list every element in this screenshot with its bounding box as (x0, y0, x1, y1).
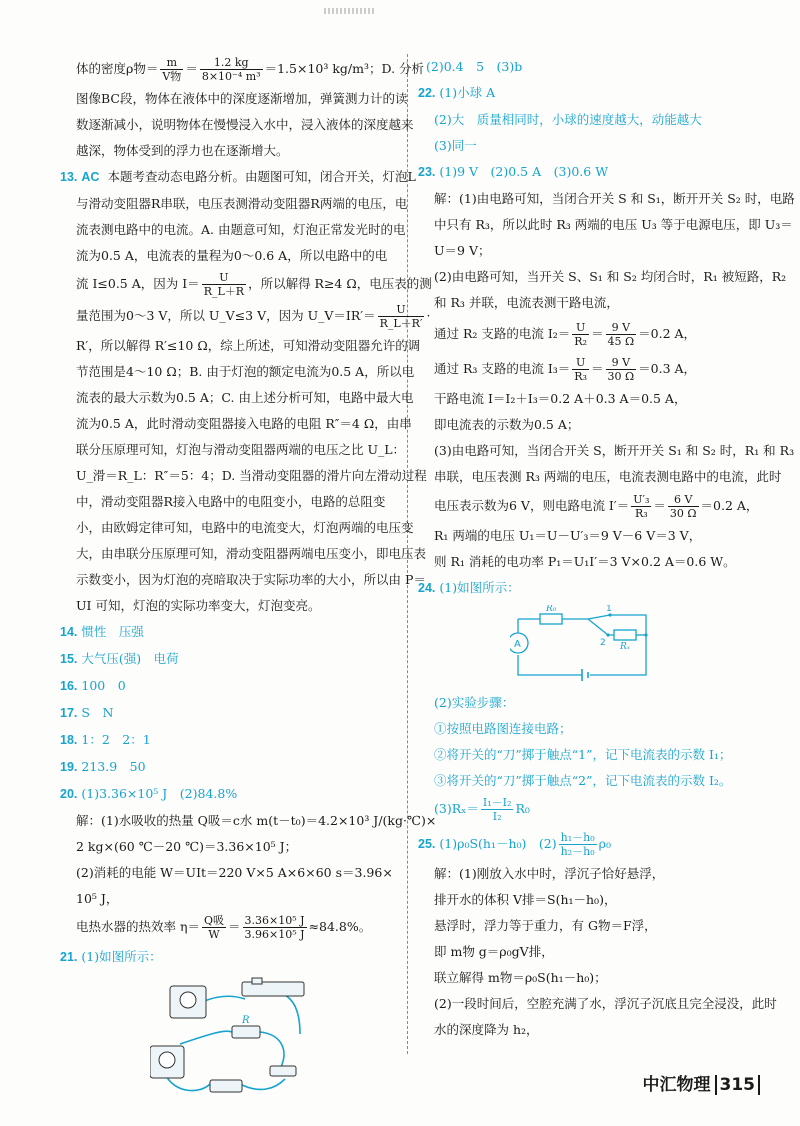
frac-efficiency: $\frac{\text{3.36×10⁵ J}}{\text{3.96×10⁵ J}}$ (244, 914, 305, 941)
q23-line: U＝9 V； (434, 243, 491, 258)
frac-u-over-rl-r: $\frac{U}{R\_L+R}$ (203, 271, 245, 298)
rx-label: Rₓ (620, 642, 630, 652)
q23-line: (2)由电路可知，当开关 S、S₁ 和 S₂ 均闭合时，R₁ 被短路，R₂ (434, 269, 787, 284)
rx-resistor (614, 630, 636, 640)
q12-line2: 图像BC段，物体在液体中的深度逐渐增加，弹簧测力计的读 (76, 91, 408, 106)
wire (590, 641, 646, 675)
q12-line4: 越深，物体受到的浮力也在逐渐增大。 (76, 143, 289, 158)
r0-label: R₀ (546, 605, 557, 614)
q13-line: 联分压原理可知，灯泡与滑动变阻器两端的电压之比 U_L： (76, 442, 406, 457)
frac-q-over-w: $\frac{\text{Q吸}}{W}$ (203, 914, 224, 941)
wire (588, 619, 614, 635)
top-mark (324, 8, 374, 14)
q24: 24. (1)如图所示： (418, 580, 520, 595)
q22: 22. (1)小球 A (418, 85, 496, 100)
frac-9v-45: $\frac{9 V}{45 \Omega}$ (607, 321, 635, 348)
q21-apparatus-figure (150, 974, 398, 1107)
q23-line: 则 R₁ 消耗的电功率 P₁＝U₁I′＝3 V×0.2 A＝0.6 W。 (434, 554, 736, 569)
page-number: 315 (715, 1075, 761, 1095)
ammeter-dial (159, 1052, 175, 1068)
q24-formula: (3)Rₓ＝ $\frac{\text{I₁－I₂}}{\text{I₂}}$ R₀ (434, 796, 530, 823)
q13-line-frac1: 流 I≤0.5 A，因为 I＝ $\frac{U}{R\_L+R}$ ，所以解得 R≥4 Ω，电压表的测 (76, 271, 432, 298)
q13-line: 节范围是4～10 Ω；B. 由于灯泡的额定电流为0.5 A，所以电 (76, 364, 415, 379)
q25-line: 排开水的体积 V排＝S(h₁－h₀)， (434, 892, 617, 907)
frac-q25: $\frac{\text{h₁－h₀}}{\text{h₂－h₀}}$ (560, 831, 595, 858)
frac-u-r2: $\frac{U}{\text{R₂}}$ (574, 321, 587, 348)
frac-u-over-rl-rprime: $\frac{U}{R\_L+R'}$ (379, 303, 423, 330)
q20-efficiency: 电热水器的热效率 η＝ $\frac{\text{Q吸}}{W}$ ＝ $\frac{\text{3.36×10⁵ J}}{\text{3.96×10⁵ J}}$ ≈84.8%。 (76, 914, 372, 941)
q22-line: (3)同一 (434, 138, 477, 153)
q24-line: ②将开关的“刀”掷于触点“1”，记下电流表的示数 I₁； (434, 747, 732, 762)
q23-line: 中只有 R₃，所以此时 R₃ 两端的电压 U₃ 等于电源电压，即 U₃＝ (434, 217, 793, 232)
q24-line: ③将开关的“刀”掷于触点“2”，记下电流表的示数 I₂。 (434, 773, 732, 788)
battery-cell (582, 669, 588, 681)
q25-line: 即 m物 g＝ρ₀gV排， (434, 944, 554, 959)
q14: 14. 惯性 压强 (60, 624, 144, 639)
r0-resistor (540, 614, 562, 624)
q24-line: ①按照电路图连接电路； (434, 721, 572, 736)
right-column (418, 56, 795, 1045)
q23-i3: 通过 R₃ 支路的电流 I₃＝ $\frac{U}{\text{R₃}}$ ＝ $\frac{9 V}{30 \Omega}$ ＝0.3 A， (434, 356, 697, 383)
q13-line: 流表测电路中的电流。A. 由题意可知，灯泡正常发光时的电 (76, 222, 406, 237)
wire (180, 1031, 232, 1044)
wire (260, 1032, 284, 1069)
battery (210, 1080, 242, 1092)
q25: 25. (1)ρ₀S(h₁－h₀) (2) $\frac{\text{h₁－h₀}}{\text{h₂－h₀}}$ ρ₀ (418, 831, 611, 858)
q17: 17. S N (60, 705, 114, 720)
q13-line: 流表的最大示数为0.5 A；C. 由上述分析可知，电路中最大电 (76, 390, 414, 405)
q12-line1: 体的密度ρ物＝ $\frac{m}{\text{V物}}$ ＝ $\frac{1.2 kg}{\text{8×10⁻⁴ m³}}$ ＝1.5×10³ kg/m³；D. 分析 (76, 56, 425, 83)
q13-line: 流为0.5 A，此时滑动变阻器接入电路的电阻 R″＝4 Ω，由串 (76, 416, 412, 431)
junction (644, 633, 647, 636)
q13-line1: 13. AC 本题考查动态电路分析。由题图可知，闭合开关，灯泡L (60, 169, 416, 184)
q24-circuit-figure (510, 605, 763, 686)
wire (518, 655, 582, 675)
q20-line: (2)消耗的电能 W＝UIt＝220 V×5 A×6×60 s＝3.96× (76, 865, 393, 880)
q13-line: 小，由欧姆定律可知，电路中的电流变大，灯泡两端的电压变 (76, 520, 414, 535)
q24-line: (2)实验步骤： (434, 695, 515, 710)
q13-line: UI 可知，灯泡的实际功率变大，灯泡变亮。 (76, 598, 321, 613)
q23-line: 解：(1)由电路可知，当闭合开关 S 和 S₁，断开开关 S₂ 时，电路 (434, 191, 795, 206)
q25-line: 解：(1)刚放入水中时，浮沉子恰好悬浮， (434, 866, 665, 881)
q13-line: R′，所以解得 R′≤10 Ω，综上所述，可知滑动变阻器允许的调 (76, 338, 421, 353)
wire (240, 1079, 285, 1089)
resistor (232, 1026, 260, 1038)
frac-m-over-v: $\frac{m}{\text{V物}}$ (162, 56, 182, 83)
switch (270, 1066, 296, 1076)
rheostat-slider (252, 978, 262, 984)
q25-line: (2)一段时间后，空腔充满了水，浮沉子沉底且完全浸没，此时 (434, 996, 777, 1011)
q23-line: (3)由电路可知，当闭合开关 S，断开开关 S₁ 和 S₂ 时，R₁ 和 R₃ (434, 443, 795, 458)
q23-line: 即电流表的示数为0.5 A； (434, 417, 580, 432)
q23: 23. (1)9 V (2)0.5 A (3)0.6 W (418, 164, 609, 179)
q23-line: 串联，电压表测 R₃ 两端的电压，电流表测电路中的电流，此时 (434, 469, 782, 484)
q21: 21. (1)如图所示： (60, 949, 162, 964)
q20-line: 10⁵ J， (76, 891, 119, 906)
q21-answer-2: (2)0.4 5 (3)b (426, 59, 523, 74)
q23-line: R₁ 两端的电压 U₁＝U－U′₃＝9 V－6 V＝3 V， (434, 528, 702, 543)
q12-line3: 数逐渐减小，说明物体在慢慢浸入水中，浸入液体的深度越来 (76, 117, 414, 132)
q15: 15. 大气压(强) 电荷 (60, 651, 179, 666)
frac-u-r3: $\frac{U}{\text{R₃}}$ (574, 356, 587, 383)
q23-iprime: 电压表示数为6 V，则电路电流 I′＝ $\frac{\text{U′₃}}{\text{R₃}}$ ＝ $\frac{6 V}{30 \Omega}$ ＝0.2 A， (434, 493, 759, 520)
q23-line: 干路电流 I＝I₂＋I₃＝0.2 A＋0.3 A＝0.5 A， (434, 391, 687, 406)
page-footer (643, 1070, 761, 1095)
q18: 18. 1：2 2：1 (60, 732, 151, 747)
q23-line: 和 R₃ 并联，电流表测干路电流， (434, 295, 619, 310)
terminal-2-label: 2 (600, 638, 606, 648)
contact-2 (606, 633, 609, 636)
q13-line: 示数变小，因为灯泡的亮暗取决于实际功率的大小，所以由 P＝ (76, 572, 426, 587)
frac-rx: $\frac{\text{I₁－I₂}}{\text{I₂}}$ (482, 796, 512, 823)
ammeter-label: A (514, 639, 521, 650)
q25-line: 水的深度降为 h₂， (434, 1022, 539, 1037)
q25-line: 联立解得 m物＝ρ₀S(h₁－h₀)； (434, 970, 607, 985)
left-column (60, 56, 437, 1113)
wire (588, 615, 646, 641)
terminal-1-label: 1 (606, 605, 612, 614)
q23-i2: 通过 R₂ 支路的电流 I₂＝ $\frac{U}{\text{R₂}}$ ＝ $\frac{9 V}{45 \Omega}$ ＝0.2 A， (434, 321, 697, 348)
q13-line: 中，滑动变阻器R接入电路中的电阻变小，电路的总阻变 (76, 494, 386, 509)
resistor-label: R (242, 1015, 250, 1026)
q13-line: U_滑＝R_L：R″＝5：4；D. 当滑动变阻器的滑片向左滑动过程 (76, 468, 427, 483)
q20-line: 2 kg×(60 ℃－20 ℃)＝3.36×10⁵ J； (76, 839, 298, 854)
frac-density: $\frac{1.2 kg}{\text{8×10⁻⁴ m³}}$ (201, 56, 261, 83)
q13-line-frac2: 量范围为0～3 V，所以 U_V≤3 V，因为 U_V＝IR′＝ $\frac{U}{R\_L+R'}$ · (76, 303, 431, 330)
circuit-diagram (510, 605, 660, 683)
apparatus-drawing (150, 974, 320, 1104)
q20: 20. (1)3.36×10⁵ J (2)84.8% (60, 786, 238, 801)
book-title: 中汇物理 (642, 1075, 711, 1095)
frac-9v-30: $\frac{9 V}{30 \Omega}$ (607, 356, 635, 383)
q13-line: 与滑动变阻器R串联，电压表测滑动变阻器R两端的电压，电 (76, 196, 408, 211)
q22-line: (2)大 质量相同时，小球的速度越大，动能越大 (434, 112, 702, 127)
q13-line: 流为0.5 A，电流表的量程为0～0.6 A，所以电路中的电 (76, 248, 388, 263)
frac-u3p-r3: $\frac{\text{U′₃}}{\text{R₃}}$ (633, 493, 650, 520)
frac-6v-30: $\frac{6 V}{30 \Omega}$ (669, 493, 697, 520)
q25-line: 悬浮时，浮力等于重力，有 G物＝F浮， (434, 918, 657, 933)
q16: 16. 100 0 (60, 678, 126, 693)
q20-line: 解：(1)水吸收的热量 Q吸＝c水 m(t－t₀)＝4.2×10³ J/(kg·℃)× (76, 813, 437, 828)
q19: 19. 213.9 50 (60, 759, 146, 774)
rheostat (242, 982, 304, 996)
q13-line: 大，由串联分压原理可知，滑动变阻器两端电压变小，即电压表 (76, 546, 427, 561)
voltmeter-dial (180, 992, 196, 1008)
